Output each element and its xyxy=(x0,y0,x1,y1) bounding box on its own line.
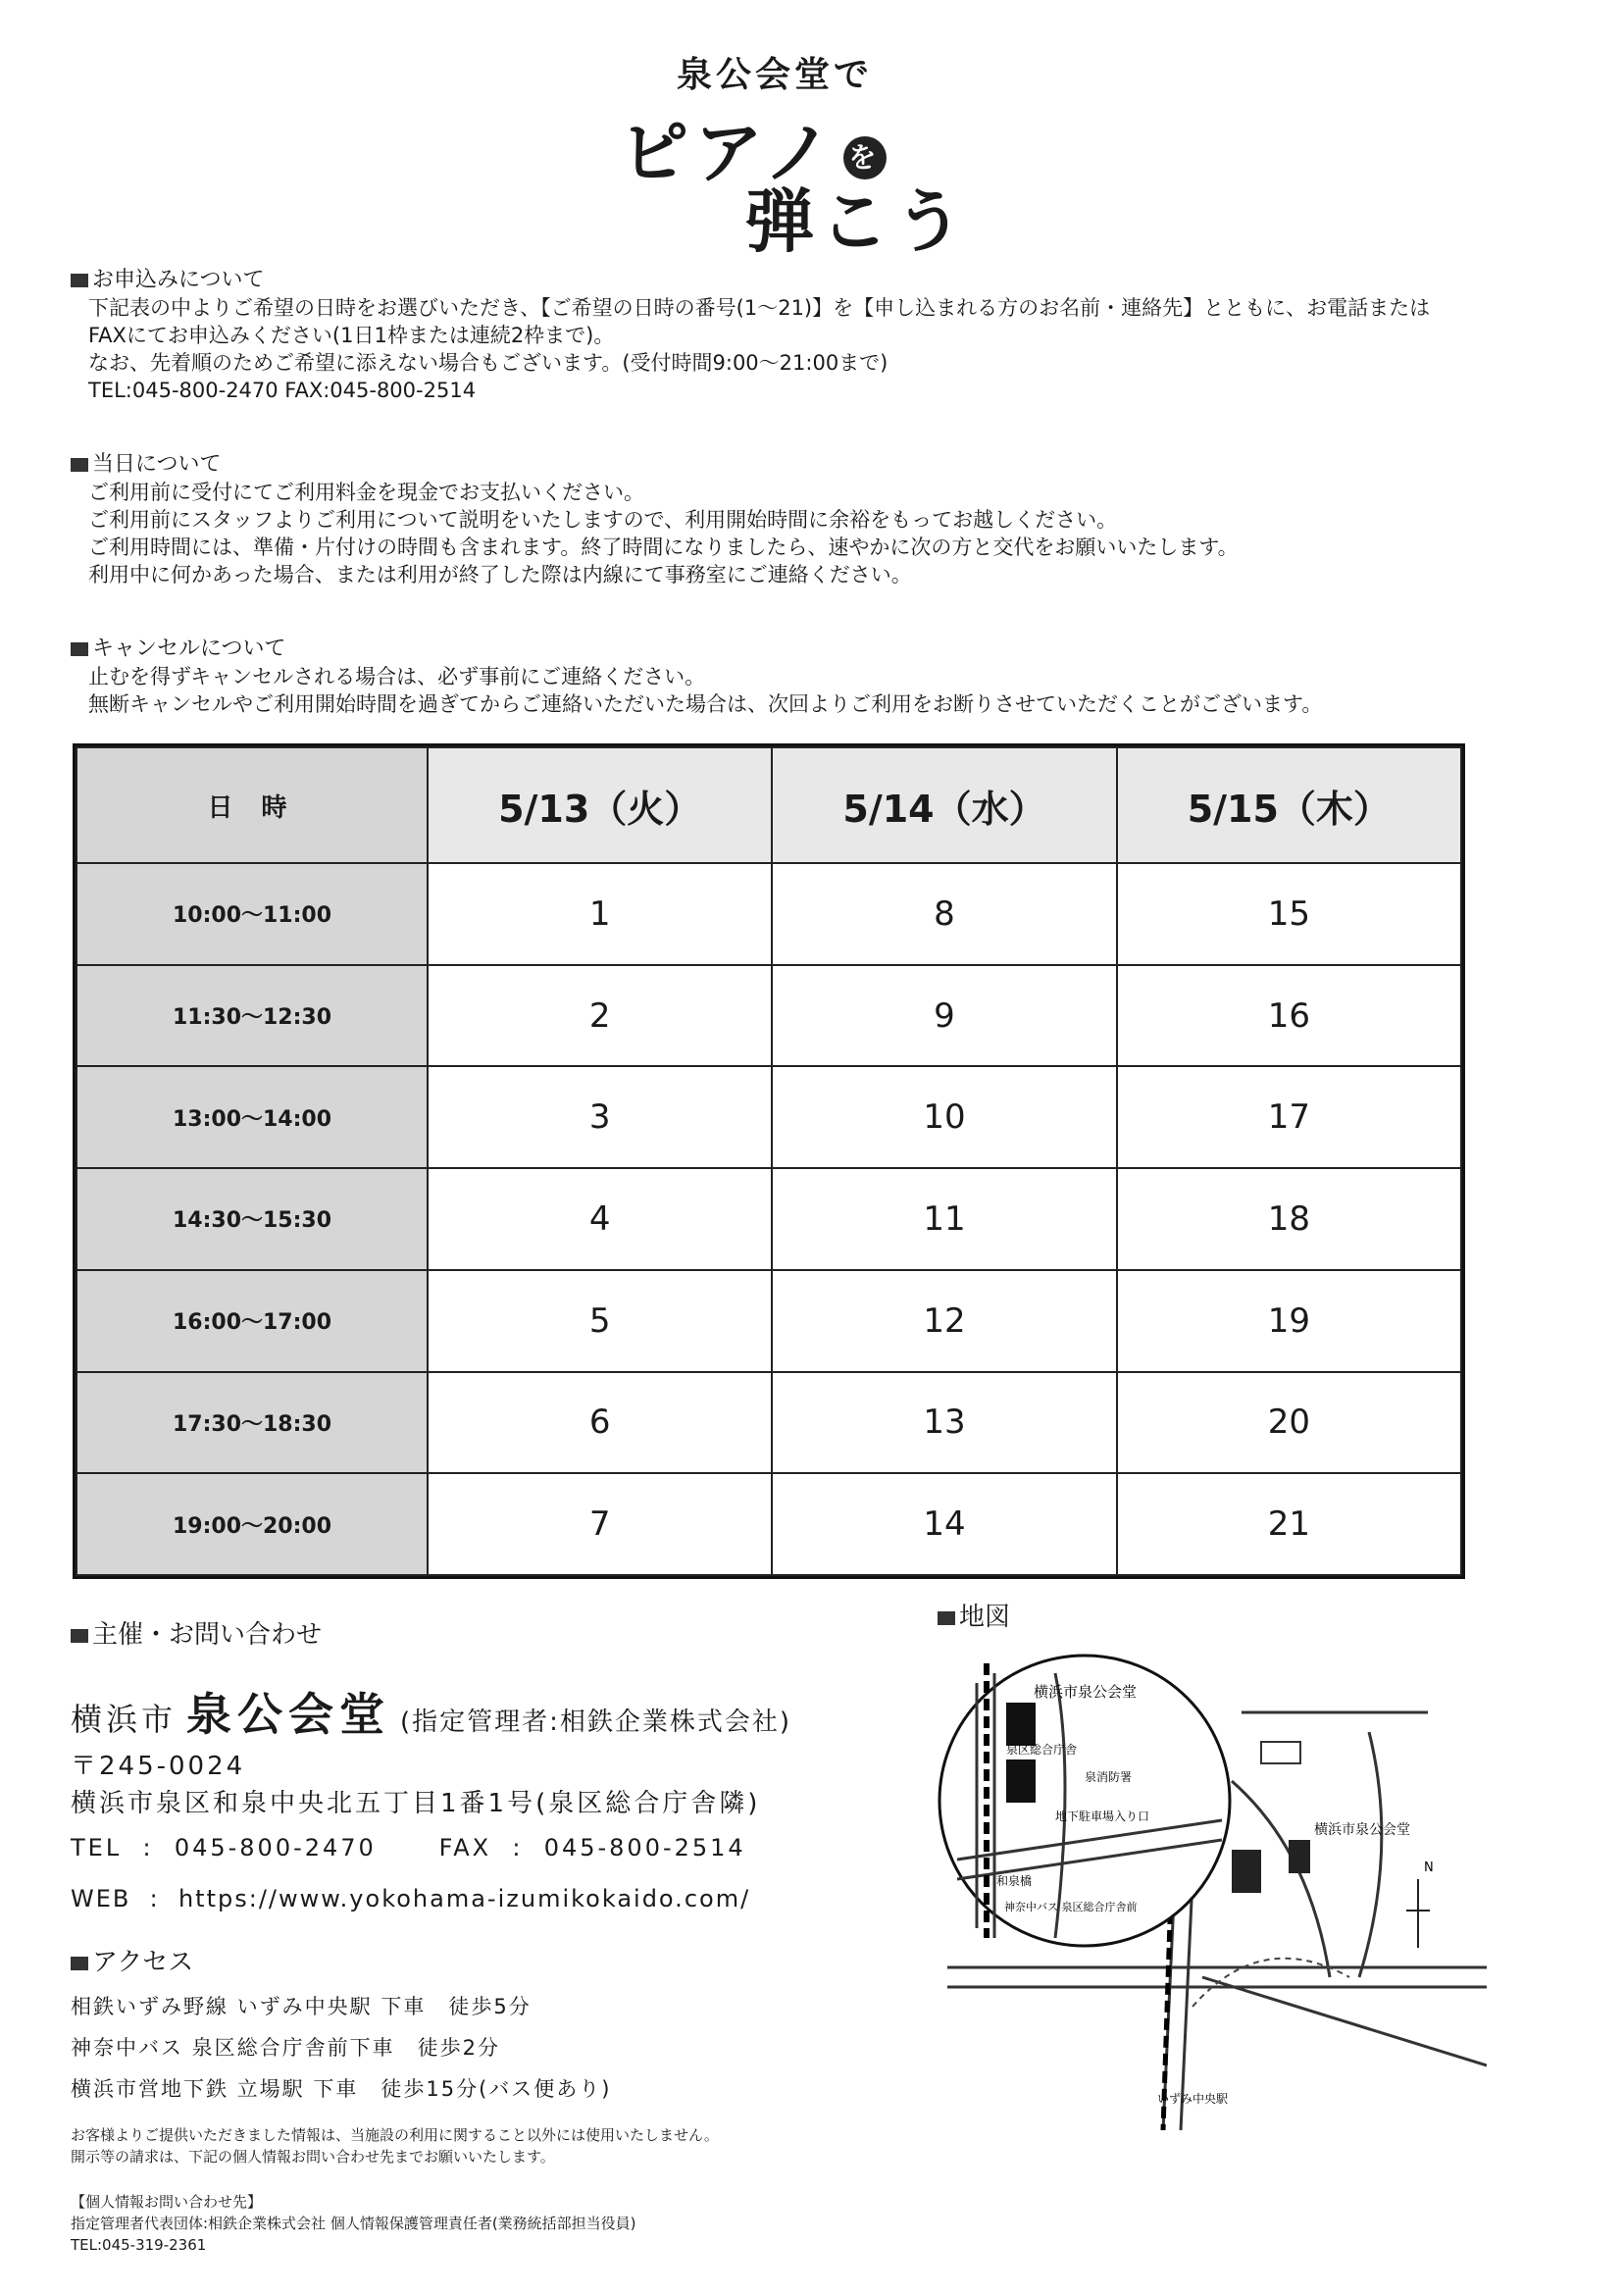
section-line: FAXにてお申込みください(1日1枠または連続2枠まで)。 xyxy=(88,324,615,347)
section-line: 下記表の中よりご希望の日時をお選びいただき、【ご希望の日時の番号(1～21)】を【申し込まれる方のお名前・連絡先】とともに、お電話または xyxy=(88,296,1431,320)
table-slot-cell: 12 xyxy=(772,1270,1116,1372)
table-slot-cell: 19 xyxy=(1117,1270,1461,1372)
table-time-cell: 19:00～20:00 xyxy=(76,1473,428,1575)
table-slot-cell: 20 xyxy=(1117,1372,1461,1474)
privacy-notice xyxy=(71,2124,719,2167)
table-time-cell: 10:00～11:00 xyxy=(76,863,428,965)
table-slot-cell: 14 xyxy=(772,1473,1116,1575)
section-application xyxy=(71,267,1430,404)
section-line: TEL:045-800-2470 FAX:045-800-2514 xyxy=(88,379,477,402)
table-slot-cell: 15 xyxy=(1117,863,1461,965)
tel-label: TEL xyxy=(71,1834,123,1861)
table-row xyxy=(76,1473,1461,1575)
access-heading: アクセス xyxy=(71,1942,193,1978)
table-slot-cell: 16 xyxy=(1117,965,1461,1067)
table-slot-cell: 9 xyxy=(772,965,1116,1067)
postal-code: 〒245-0024 xyxy=(71,1752,246,1781)
map-label-wasen-bridge: 和泉橋 xyxy=(996,1874,1033,1888)
organizer xyxy=(71,1679,791,1744)
table-time-cell: 13:00～14:00 xyxy=(76,1066,428,1168)
table-slot-cell: 17 xyxy=(1117,1066,1461,1168)
map-label-office-inset: 泉区総合庁舎 xyxy=(1006,1743,1078,1757)
square-bullet-icon xyxy=(71,1629,88,1643)
privacy-contact xyxy=(71,2191,636,2256)
map-label-north: N xyxy=(1424,1861,1434,1875)
privacy-contact-line: 指定管理者代表団体:相鉄企業株式会社 個人情報保護管理責任者(業務統括部担当役員) xyxy=(71,2215,636,2232)
table-header-row xyxy=(76,747,1461,863)
map-inset-hall xyxy=(1006,1703,1036,1746)
table-date-header: 5/13（火） xyxy=(428,747,772,863)
square-bullet-icon xyxy=(71,274,88,287)
table-corner-label: 日 時 xyxy=(76,747,428,863)
square-bullet-icon xyxy=(938,1611,955,1625)
fax-label: FAX xyxy=(438,1834,492,1861)
map-label-fire: 泉消防署 xyxy=(1085,1770,1133,1784)
table-slot-cell: 3 xyxy=(428,1066,772,1168)
map-building xyxy=(1261,1742,1300,1763)
website: WEB : https://www.yokohama-izumikokaido.com/ xyxy=(71,1885,751,1912)
map-inset-office xyxy=(1006,1759,1036,1803)
section-cancellation xyxy=(71,636,1322,718)
map-building-hall xyxy=(1289,1840,1310,1873)
map-label-parking: 地下駐車場入り口 xyxy=(1055,1810,1150,1823)
table-slot-cell: 11 xyxy=(772,1168,1116,1270)
map-heading: 地図 xyxy=(938,1597,1010,1633)
map-label-hall-main: 横浜市泉公会堂 xyxy=(1314,1822,1410,1838)
section-heading: お申込みについて xyxy=(71,267,1430,294)
address: 横浜市泉区和泉中央北五丁目1番1号(泉区総合庁舎隣) xyxy=(71,1789,761,1818)
table-row xyxy=(76,965,1461,1067)
table-slot-cell: 13 xyxy=(772,1372,1116,1474)
table-time-cell: 11:30～12:30 xyxy=(76,965,428,1067)
table-slot-cell: 7 xyxy=(428,1473,772,1575)
section-line: 無断キャンセルやご利用開始時間を過ぎてからご連絡いただいた場合は、次回よりご利用をお断りさせていただくことがございます。 xyxy=(88,692,1323,716)
fax-number: 045-800-2514 xyxy=(543,1834,746,1861)
section-line: ご利用時間には、準備・片付けの時間も含まれます。終了時間になりましたら、速やかに次の方と交代をお願いいたします。 xyxy=(88,535,1239,559)
privacy-line: 開示等の請求は、下記の個人情報お問い合わせ先までお願いいたします。 xyxy=(71,2148,555,2166)
table-slot-cell: 1 xyxy=(428,863,772,965)
privacy-contact-line: TEL:045-319-2361 xyxy=(71,2236,207,2254)
table-slot-cell: 5 xyxy=(428,1270,772,1372)
section-line: なお、先着順のためご希望に添えない場合もございます。(受付時間9:00～21:00まで) xyxy=(88,351,888,375)
table-slot-cell: 10 xyxy=(772,1066,1116,1168)
title-piano: ピアノ xyxy=(620,113,838,193)
table-date-header: 5/15（木） xyxy=(1117,747,1461,863)
privacy-contact-line: 【個人情報お問い合わせ先】 xyxy=(71,2193,263,2211)
square-bullet-icon xyxy=(71,458,88,472)
north-arrow-icon xyxy=(1406,1879,1430,1948)
table-slot-cell: 6 xyxy=(428,1372,772,1474)
table-row xyxy=(76,1168,1461,1270)
map-road xyxy=(1202,1977,1487,2065)
title-main-line2: 弾こう xyxy=(745,181,969,262)
table-slot-cell: 8 xyxy=(772,863,1116,965)
map-label-hall-inset: 横浜市泉公会堂 xyxy=(1034,1683,1138,1701)
table-date-header: 5/14（水） xyxy=(772,747,1116,863)
organizer-city: 横浜市 xyxy=(71,1701,178,1738)
tel-number: 045-800-2470 xyxy=(174,1834,377,1861)
section-line: ご利用前にスタッフよりご利用について説明をいたしますので、利用開始時間に余裕をもってお越しください。 xyxy=(88,508,1118,532)
table-slot-cell: 21 xyxy=(1117,1473,1461,1575)
web-url[interactable]: https://www.yokohama-izumikokaido.com/ xyxy=(178,1885,751,1912)
map-label-station: いずみ中央駅 xyxy=(1157,2092,1229,2106)
access-line: 相鉄いずみ野線 いずみ中央駅 下車 徒歩5分 xyxy=(71,1995,532,2018)
section-heading: キャンセルについて xyxy=(71,636,1322,663)
table-time-cell: 17:30～18:30 xyxy=(76,1372,428,1474)
table-time-cell: 14:30～15:30 xyxy=(76,1168,428,1270)
tel-fax: TEL : 045-800-2470 FAX : 045-800-2514 xyxy=(71,1834,746,1861)
access-line: 横浜市営地下鉄 立場駅 下車 徒歩15分(バス便あり) xyxy=(71,2077,612,2101)
table-row xyxy=(76,1066,1461,1168)
schedule-table xyxy=(73,743,1465,1579)
section-on-the-day xyxy=(71,451,1239,588)
title-wo-badge: を xyxy=(843,136,887,179)
area-map xyxy=(938,1654,1487,2130)
table-row xyxy=(76,1270,1461,1372)
access-line: 神奈中バス 泉区総合庁舎前下車 徒歩2分 xyxy=(71,2036,501,2060)
privacy-line: お客様よりご提供いただきました情報は、当施設の利用に関すること以外には使用いたしません。 xyxy=(71,2126,719,2144)
table-slot-cell: 18 xyxy=(1117,1168,1461,1270)
square-bullet-icon xyxy=(71,642,88,656)
organizer-manager: (指定管理者:相鉄企業株式会社) xyxy=(400,1708,792,1737)
section-line: ご利用前に受付にてご利用料金を現金でお支払いください。 xyxy=(88,481,644,504)
section-line: 止むを得ずキャンセルされる場合は、必ず事前にご連絡ください。 xyxy=(88,665,706,688)
contact-heading: 主催・お問い合わせ xyxy=(71,1614,322,1651)
section-heading: 当日について xyxy=(71,451,1239,479)
title-subheading: 泉公会堂で xyxy=(677,55,874,95)
map-road xyxy=(1359,1732,1382,1977)
organizer-hall: 泉公会堂 xyxy=(186,1688,391,1741)
map-building-office xyxy=(1232,1850,1261,1893)
table-row xyxy=(76,863,1461,965)
web-label: WEB xyxy=(71,1885,131,1912)
section-line: 利用中に何かあった場合、または利用が終了した際は内線にて事務室にご連絡ください。 xyxy=(88,563,912,586)
table-row xyxy=(76,1372,1461,1474)
table-slot-cell: 2 xyxy=(428,965,772,1067)
map-label-bus-stop: 神奈中バス 泉区総合庁舎前 xyxy=(1004,1901,1138,1913)
table-time-cell: 16:00～17:00 xyxy=(76,1270,428,1372)
square-bullet-icon xyxy=(71,1957,88,1970)
table-slot-cell: 4 xyxy=(428,1168,772,1270)
